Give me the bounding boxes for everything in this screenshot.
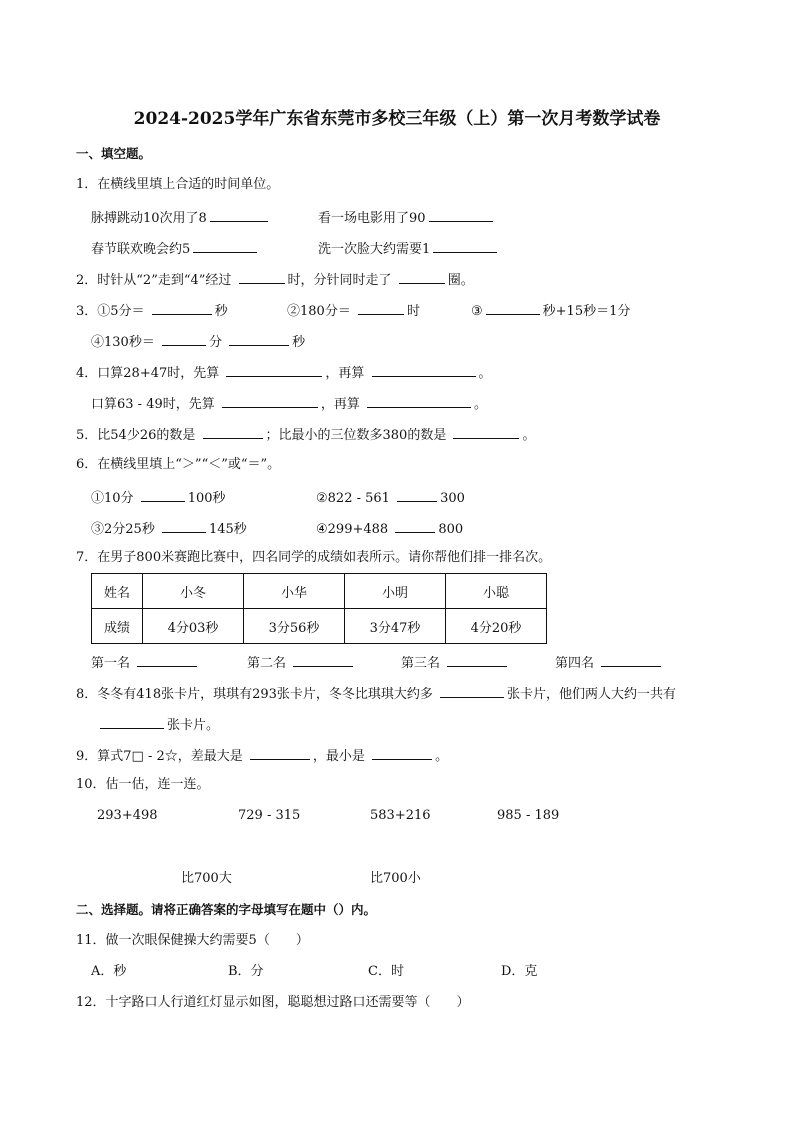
q1-item-c [91,238,260,259]
q6-b1: ②822 - 561 [316,491,390,506]
answer-blank[interactable] [137,652,197,667]
answer-blank[interactable] [210,207,268,222]
q11-option-b[interactable]: B．分 [228,964,264,979]
table-cell: 小明 [345,574,446,609]
q1-a-text: 脉搏跳动10次用了8 [91,211,207,226]
page-title: 2024-2025学年广东省东莞市多校三年级（上）第一次月考数学试卷 [133,109,661,129]
q6-b2: 300 [440,491,465,506]
answer-blank[interactable] [486,300,540,315]
q1-stem: 1．在横线里填上合适的时间单位。 [76,177,280,192]
q4-b [91,393,487,414]
q2-part2: 时，分针同时走了 [287,273,392,288]
q2-part1: 2．时针从“2”走到“4”经过 [76,273,232,288]
answer-blank[interactable] [141,487,185,502]
q10-target[interactable]: 比700小 [370,871,421,886]
q10-expression[interactable]: 583+216 [370,808,431,823]
table-cell: 小华 [244,574,345,609]
q8-line1 [76,683,676,704]
q2-part3: 圈。 [447,273,474,288]
q6-b [316,487,465,508]
scores-table [91,573,547,644]
q11-stem: 11．做一次眼保健操大约需要5（ ） [76,933,309,948]
q7-rank-4 [555,652,664,673]
answer-blank[interactable] [397,487,437,502]
q3-d3: 秒 [292,335,306,350]
q5-part3: 。 [522,428,536,443]
q3-c2: 秒+15秒＝1分 [542,304,631,319]
q10-stem: 10．估一估，连一连。 [76,777,210,792]
q4-a2: ，再算 [325,366,365,381]
answer-blank[interactable] [203,424,263,439]
answer-blank[interactable] [601,652,661,667]
answer-blank[interactable] [447,652,507,667]
q6-c1: ③2分25秒 [91,522,155,537]
q1-item-d [318,238,500,259]
answer-blank[interactable] [453,424,519,439]
q6-d [316,518,463,539]
q6-a2: 100秒 [187,491,226,506]
q6-a [91,487,226,508]
q10-expression[interactable]: 293+498 [97,808,158,823]
section-fill-blank-heading: 一、填空题。 [76,146,152,161]
rank-label: 第一名 [91,656,131,671]
answer-blank[interactable] [293,652,353,667]
q3-b [287,300,420,321]
answer-blank[interactable] [239,269,285,284]
answer-blank[interactable] [429,207,493,222]
q4-a1: 4．口算28+47时，先算 [76,366,220,381]
q3-c1: ③ [471,304,483,319]
q1-item-a [91,207,271,228]
answer-blank[interactable] [395,518,435,533]
answer-blank[interactable] [372,362,476,377]
q11-option-a[interactable]: A．秒 [91,964,127,979]
q1-d-text: 洗一次脸大约需要1 [318,242,431,257]
answer-blank[interactable] [250,745,310,760]
q3-b2: 时 [406,304,420,319]
answer-blank[interactable] [229,331,289,346]
q1-b-text: 看一场电影用了90 [318,211,426,226]
answer-blank[interactable] [372,745,432,760]
q9-part3: 。 [435,749,449,764]
q3-a1: 3．①5分＝ [76,304,145,319]
q4-a [76,362,492,383]
q4-b2: ，再算 [320,397,360,412]
q6-d2: 800 [438,522,464,537]
table-cell: 4分20秒 [446,609,547,644]
q8-line2 [100,714,219,735]
q5-part2: ；比最小的三位数多380的数是 [265,428,447,443]
q6-stem: 6．在横线里填上“＞”“＜”或“＝”。 [76,457,281,472]
q9-part2: ，最小是 [312,749,365,764]
table-cell: 3分56秒 [244,609,345,644]
table-cell: 小冬 [143,574,244,609]
q10-expression[interactable]: 729 - 315 [238,808,301,823]
table-cell: 成绩 [92,609,143,644]
table-row [92,609,547,644]
q7-rank-2 [247,652,356,673]
q6-c [91,518,247,539]
q5-part1: 5．比54少26的数是 [76,428,196,443]
answer-blank[interactable] [226,362,322,377]
table-cell: 姓名 [92,574,143,609]
q1-c-text: 春节联欢晚会约5 [91,242,191,257]
q3-d [91,331,305,352]
rank-label: 第四名 [555,656,595,671]
rank-label: 第三名 [401,656,441,671]
answer-blank[interactable] [222,393,318,408]
answer-blank[interactable] [358,300,404,315]
q3-c [471,300,630,321]
q8-part2: 张卡片，他们两人大约一共有 [507,687,677,702]
q5 [76,424,535,445]
table-row [92,574,547,609]
answer-blank[interactable] [440,683,504,698]
answer-blank[interactable] [433,238,497,253]
q3-a [76,300,228,321]
q10-target[interactable]: 比700大 [181,871,232,886]
q2 [76,269,474,290]
q1-item-b [318,207,496,228]
q8-part3: 张卡片。 [167,718,220,733]
section-choice-heading: 二、选择题。请将正确答案的字母填写在题中（）内。 [76,902,377,917]
answer-blank[interactable] [162,518,206,533]
table-cell: 小聪 [446,574,547,609]
q7-stem: 7．在男子800米赛跑比赛中，四名同学的成绩如表所示。请你帮他们排一排名次。 [76,550,552,565]
table-cell: 4分03秒 [143,609,244,644]
q3-b1: ②180分＝ [287,304,351,319]
q3-d2: 分 [208,335,222,350]
q8-part1: 8．冬冬有418张卡片，琪琪有293张卡片，冬冬比琪琪大约多 [76,687,433,702]
answer-blank[interactable] [367,393,471,408]
q7-rank-1 [91,652,200,673]
answer-blank[interactable] [162,331,206,346]
q6-c2: 145秒 [208,522,247,537]
q4-a3: 。 [478,366,492,381]
answer-blank[interactable] [100,714,164,729]
q11-option-c[interactable]: C．时 [368,964,404,979]
q7-rank-3 [401,652,510,673]
q11-option-d[interactable]: D．克 [501,964,538,979]
q9-part1: 9．算式7□ - 2☆，差最大是 [76,749,243,764]
rank-label: 第二名 [247,656,287,671]
q9 [76,745,448,766]
q4-b1: 口算63 - 49时，先算 [91,397,215,412]
q6-a1: ①10分 [91,491,134,506]
q6-d1: ④299+488 [316,522,389,537]
q4-b3: 。 [474,397,488,412]
q10-expression[interactable]: 985 - 189 [497,808,560,823]
answer-blank[interactable] [152,300,212,315]
answer-blank[interactable] [399,269,445,284]
answer-blank[interactable] [193,238,257,253]
q3-a2: 秒 [214,304,228,319]
q12-stem: 12．十字路口人行道红灯显示如图，聪聪想过路口还需要等（ ） [76,995,470,1010]
q3-d1: ④130秒＝ [91,335,155,350]
table-cell: 3分47秒 [345,609,446,644]
